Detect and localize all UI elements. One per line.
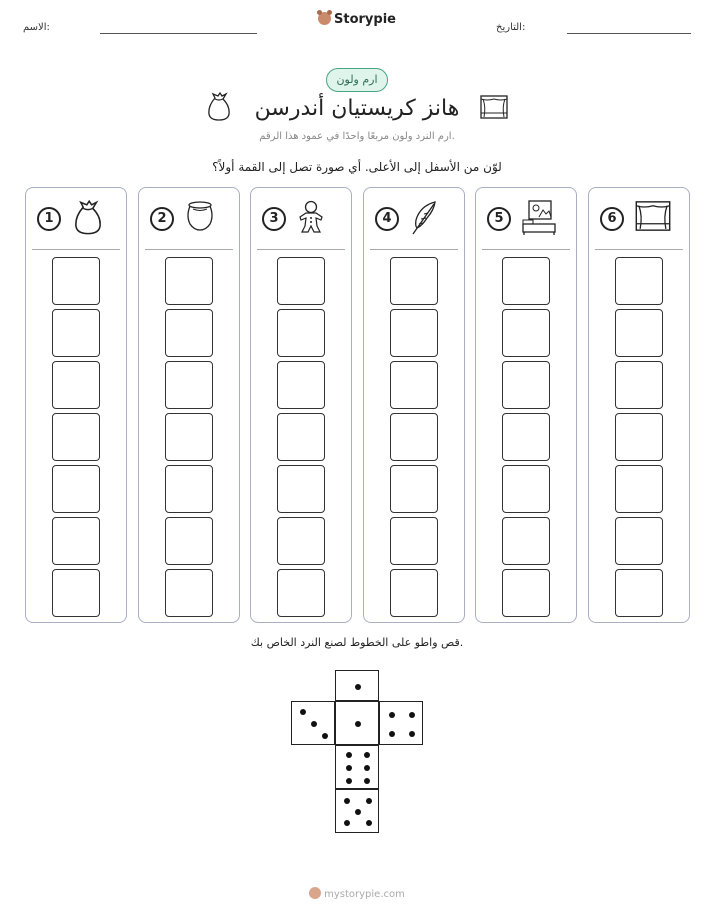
date-label: التاريخ: [496,22,526,33]
pot-icon [185,200,215,232]
color-square[interactable] [277,257,325,305]
color-square[interactable] [390,257,438,305]
bear-logo-icon [318,12,331,25]
dice-face-1 [335,670,379,701]
color-square[interactable] [165,257,213,305]
color-square[interactable] [615,413,663,461]
column-5 [475,187,577,623]
dice-pip [366,798,372,804]
color-square[interactable] [165,465,213,513]
dice-pip [355,684,361,690]
dice-pip [364,765,370,771]
color-square[interactable] [165,517,213,565]
color-square[interactable] [615,257,663,305]
dice-pip [409,731,415,737]
column-number-5: 5 [487,207,511,231]
column-number-2: 2 [150,207,174,231]
color-square[interactable] [277,465,325,513]
color-square[interactable] [277,569,325,617]
feather-icon [410,200,438,236]
date-line[interactable] [567,33,691,34]
dice-pip [389,712,395,718]
color-square[interactable] [277,309,325,357]
color-square[interactable] [502,257,550,305]
color-square[interactable] [502,465,550,513]
color-square[interactable] [52,465,100,513]
dice-face-6 [335,789,379,833]
subtitle: ارم النرد ولون مربعًا واحدًا في عمود هذا الرقم. [259,131,455,142]
column-divider [370,249,458,250]
dice-pip [344,798,350,804]
color-square[interactable] [615,361,663,409]
color-square[interactable] [52,361,100,409]
sack-icon [72,200,104,236]
color-square[interactable] [165,569,213,617]
column-3 [250,187,352,623]
color-square[interactable] [165,361,213,409]
storypie-logo: Storypie [0,12,714,27]
color-square[interactable] [615,517,663,565]
bed-window-icon [522,200,556,236]
column-number-6: 6 [600,207,624,231]
dice-pip [322,733,328,739]
dice-pip [346,765,352,771]
dice-pip [344,820,350,826]
name-line[interactable] [100,33,257,34]
color-square[interactable] [390,569,438,617]
dice-face-3 [335,701,379,745]
dice-pip [355,721,361,727]
footer [0,887,714,900]
color-square[interactable] [52,413,100,461]
color-square[interactable] [502,517,550,565]
color-square[interactable] [165,309,213,357]
dice-pip [364,778,370,784]
cut-instruction: قص واطو على الخطوط لصنع النرد الخاص بك. [250,636,464,649]
color-square[interactable] [502,569,550,617]
theater-stage-icon [480,95,508,119]
color-square[interactable] [52,517,100,565]
column-number-4: 4 [375,207,399,231]
color-square[interactable] [52,569,100,617]
column-divider [32,249,120,250]
dice-pip [355,809,361,815]
dice-face-4 [379,701,423,745]
dice-face-5 [335,745,379,789]
column-2 [138,187,240,623]
color-square[interactable] [615,309,663,357]
color-square[interactable] [390,465,438,513]
column-divider [595,249,683,250]
page-title: هانز كريستيان أندرسن [254,96,460,121]
color-square[interactable] [52,257,100,305]
color-square[interactable] [52,309,100,357]
color-square[interactable] [502,309,550,357]
color-square[interactable] [615,569,663,617]
dice-pip [311,721,317,727]
column-divider [145,249,233,250]
dice-pip [346,752,352,758]
dice-pip [364,752,370,758]
gingerbread-icon [297,200,325,234]
color-square[interactable] [277,361,325,409]
color-square[interactable] [502,361,550,409]
theater-stage-icon [635,200,671,232]
color-square[interactable] [277,413,325,461]
column-6 [588,187,690,623]
roll-color-badge: ارم ولون [326,68,388,92]
color-square[interactable] [615,465,663,513]
color-square[interactable] [390,517,438,565]
dice-pip [346,778,352,784]
color-square[interactable] [277,517,325,565]
dice-pip [409,712,415,718]
column-number-1: 1 [37,207,61,231]
name-label: الاسم: [23,22,50,33]
footer-url: mystorypie.com [324,889,405,900]
column-number-3: 3 [262,207,286,231]
color-square[interactable] [390,361,438,409]
color-square[interactable] [165,413,213,461]
dice-pip [366,820,372,826]
dice-face-2 [291,701,335,745]
column-divider [482,249,570,250]
color-square[interactable] [390,309,438,357]
dice-pip [300,709,306,715]
instruction-text: لوّن من الأسفل إلى الأعلى. أي صورة تصل إلى القمة أولاً؟ [212,160,502,174]
column-divider [257,249,345,250]
color-square[interactable] [502,413,550,461]
color-square[interactable] [390,413,438,461]
dice-pip [389,731,395,737]
column-1 [25,187,127,623]
bear-footer-icon [309,887,321,899]
column-4 [363,187,465,623]
